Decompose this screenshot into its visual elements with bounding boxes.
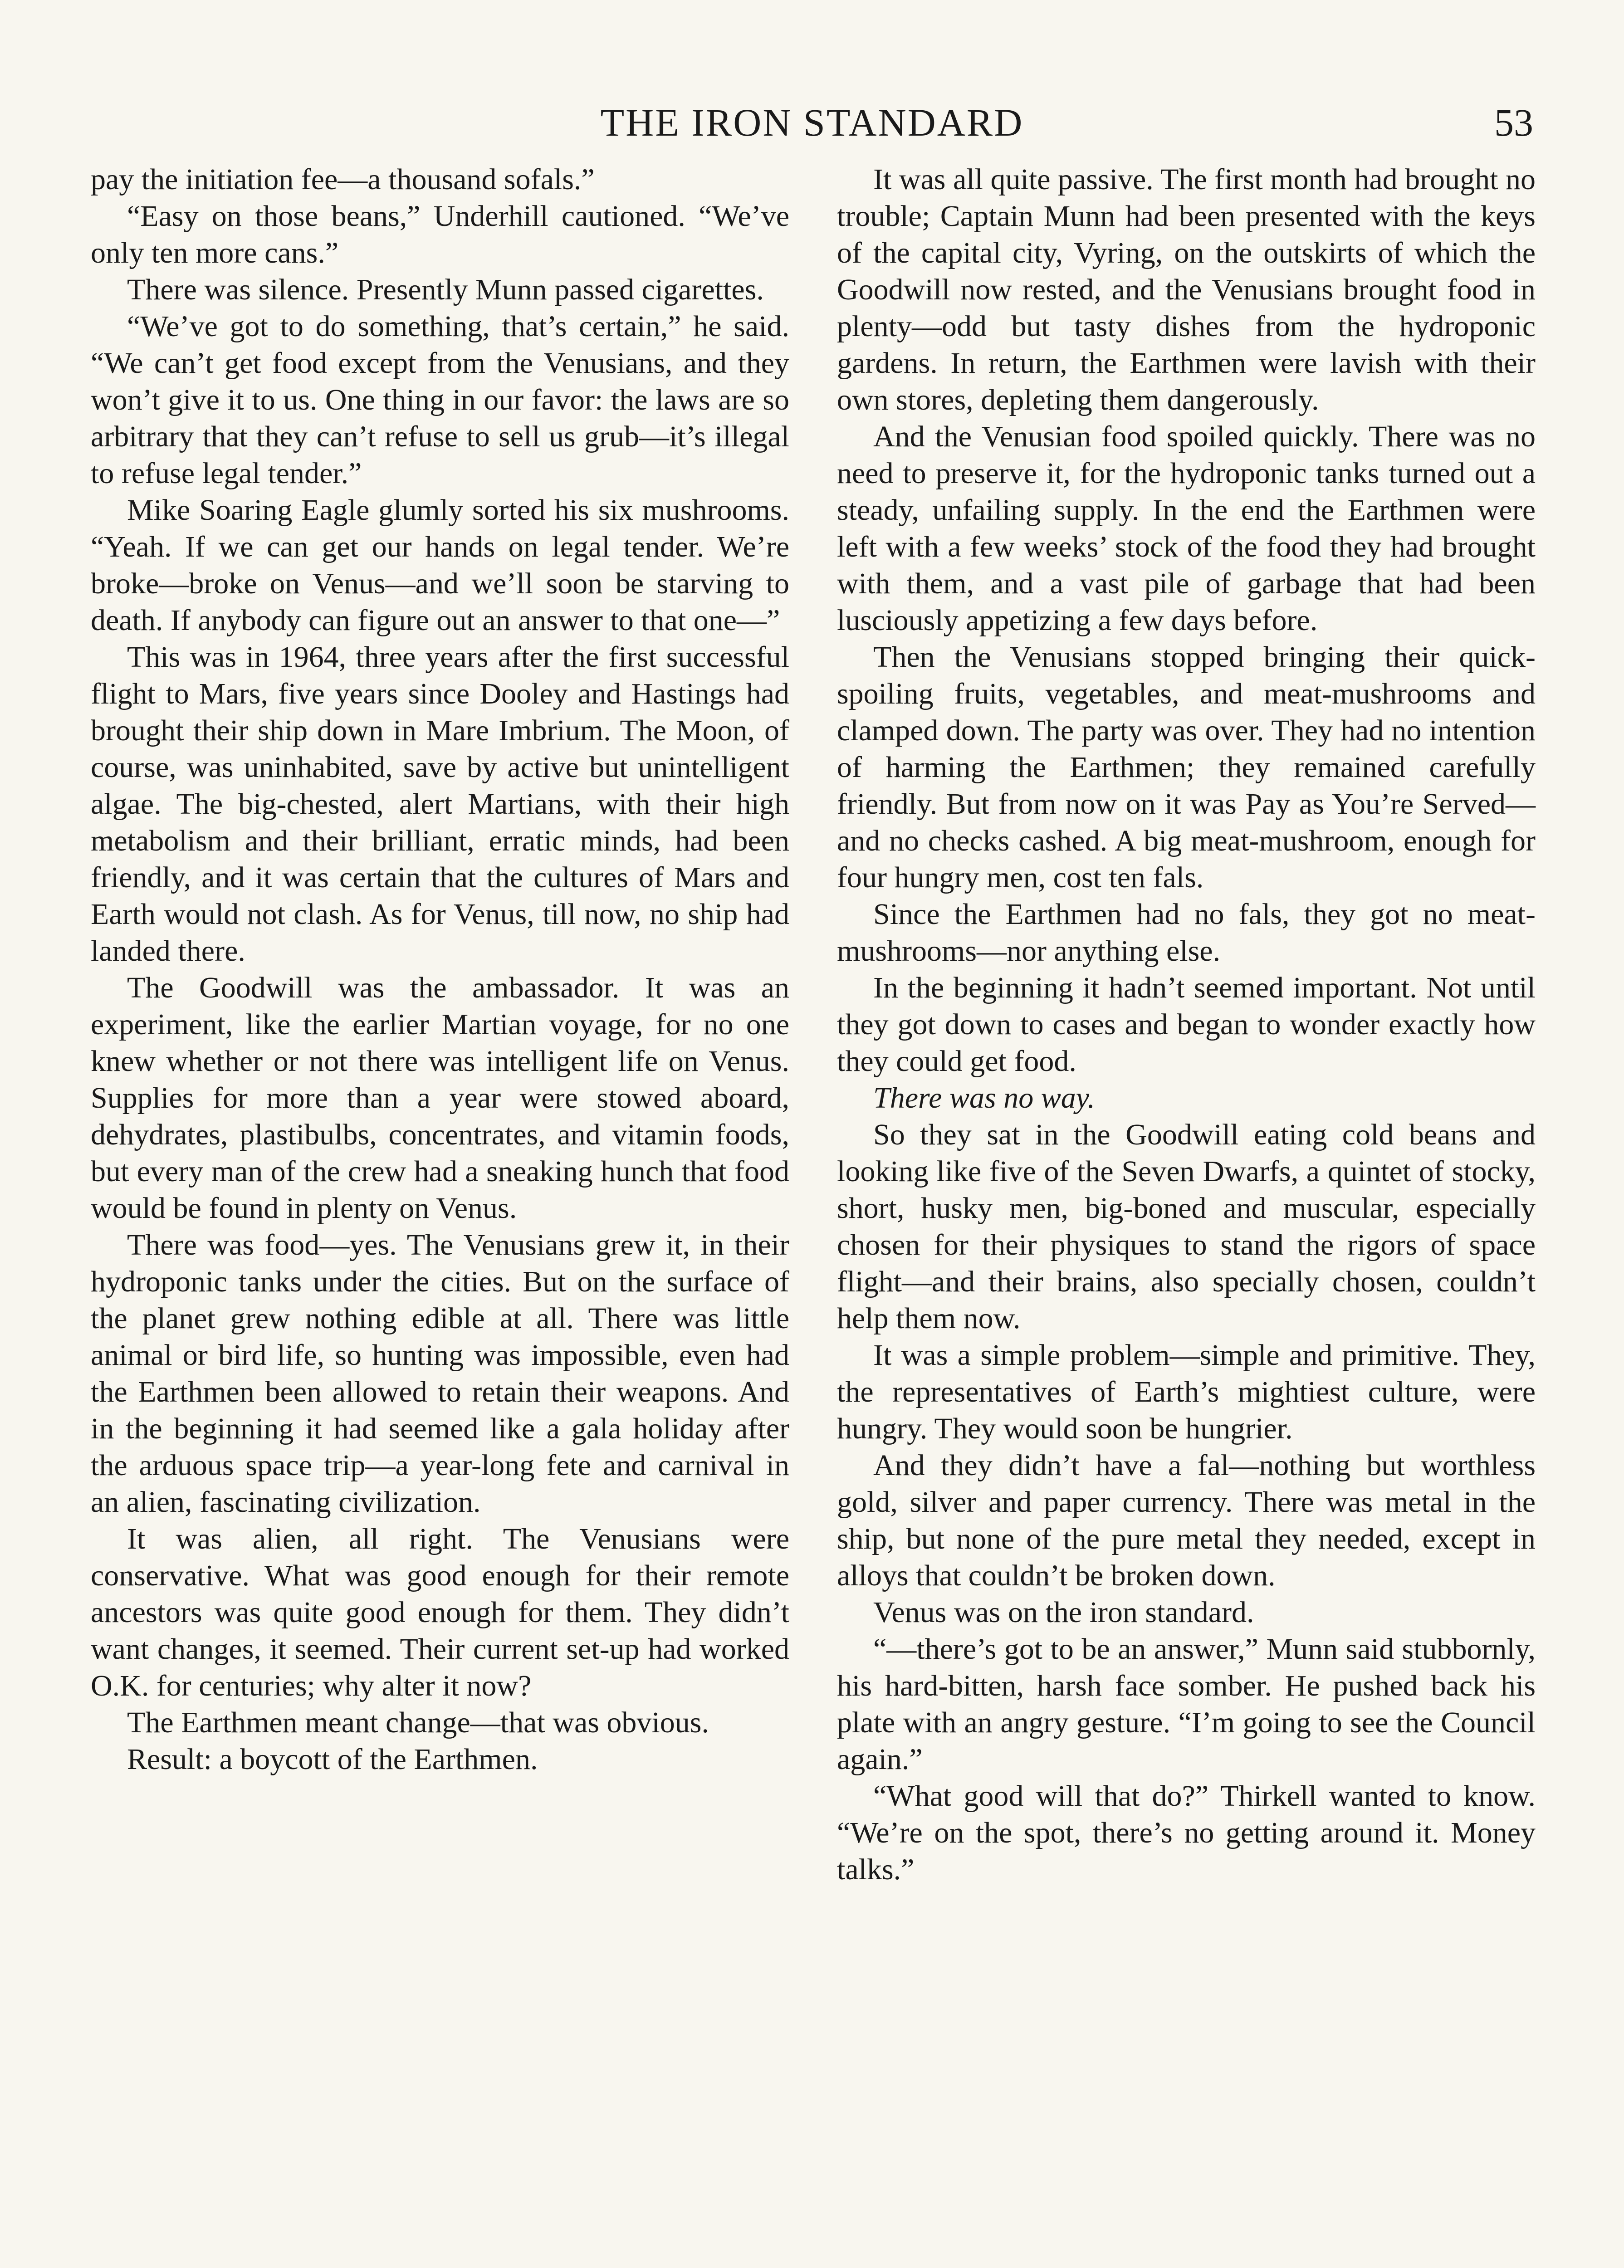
paragraph: “—there’s got to be an answer,” Munn said stubbornly, his hard-bitten, harsh face somber. He pushed back his plate with an angry gesture. “I’m going to see the Council again.”: [837, 1633, 1536, 1776]
paragraph: It was a simple problem—simple and primitive. They, the representatives of Earth’s mightiest culture, were hungry. They would soon be hungrier.: [837, 1339, 1536, 1445]
paragraph: It was all quite passive. The first month had brought no trouble; Captain Munn had been presented with the keys of the capital city, Vyring, on the outskirts of which the Goodwill now rested, and the Venusians brought food in plenty—odd but tasty dishes from the hydroponic gardens. In return, the Earthmen were lavish with their own stores, depleting them dangerously.: [837, 163, 1536, 416]
page-header: [91, 98, 1533, 147]
paragraph: The Goodwill was the ambassador. It was an experiment, like the earlier Martian voyage, for no one knew whether or not there was intelligent life on Venus. Supplies for more than a year were stowed aboard, dehydrates, plastibulbs, concentrates, and vitamin foods, but every man of the crew had a sneaking hunch that food would be found in plenty on Venus.: [91, 971, 789, 1225]
paragraph: Then the Venusians stopped bringing their quick-spoiling fruits, vegetables, and meat-mushrooms and clamped down. The party was over. They had no intention of harming the Earthmen; they remained carefully friendly. But from now on it was Pay as You’re Served—and no checks cashed. A big meat-mushroom, enough for four hungry men, cost ten fals.: [837, 640, 1536, 894]
paragraph: “Easy on those beans,” Underhill cautioned. “We’ve only ten more cans.”: [91, 200, 789, 269]
paragraph: There was silence. Presently Munn passed cigarettes.: [127, 273, 764, 306]
paragraph: And the Venusian food spoiled quickly. There was no need to preserve it, for the hydroponic tanks turned out a steady, unfailing supply. In the end the Earthmen were left with a few weeks’ stock of the food they had brought with them, and a vast pile of garbage that had been lusciously appetizing a few days before.: [837, 420, 1536, 637]
paragraph: “We’ve got to do something, that’s certain,” he said. “We can’t get food except from the Venusians, and they won’t give it to us. One thing in our favor: the laws are so arbitrary that they can’t refuse to sell us grub—it’s illegal to refuse legal tender.”: [91, 310, 789, 490]
paragraph: There was food—yes. The Venusians grew it, in their hydroponic tanks under the cities. But on the surface of the planet grew nothing edible at all. There was little animal or bird life, so hunting was impossible, even had the Earthmen been allowed to retain their weapons. And in the beginning it had seemed like a gala holiday after the arduous space trip—a year-long fete and carnival in an alien, fascinating civilization.: [91, 1228, 789, 1519]
left-column: [91, 161, 789, 2268]
paragraph: Since the Earthmen had no fals, they got no meat-mushrooms—nor anything else.: [837, 898, 1536, 968]
page-number: 53: [1494, 101, 1533, 144]
paragraph: “What good will that do?” Thirkell wanted to know. “We’re on the spot, there’s no getting around it. Money talks.”: [837, 1779, 1536, 1886]
paragraph: There was no way.: [873, 1081, 1095, 1114]
paragraph: It was alien, all right. The Venusians were conservative. What was good enough for their remote ancestors was quite good enough for them. They didn’t want changes, it seemed. Their current set-up had worked O.K. for centuries; why alter it now?: [91, 1522, 789, 1702]
paragraph: Result: a boycott of the Earthmen.: [127, 1743, 538, 1776]
paragraph: The Earthmen meant change—that was obvious.: [127, 1706, 709, 1739]
paragraph: In the beginning it hadn’t seemed important. Not until they got down to cases and began to wonder exactly how they could get food.: [837, 971, 1536, 1078]
paragraph: So they sat in the Goodwill eating cold beans and looking like five of the Seven Dwarfs, a quintet of stocky, short, husky men, big-boned and muscular, especially chosen for their physiques to stand the rigors of space flight—and their brains, also specially chosen, couldn’t help them now.: [837, 1118, 1536, 1335]
paragraph: This was in 1964, three years after the first successful flight to Mars, five years since Dooley and Hastings had brought their ship down in Mare Imbrium. The Moon, of course, was uninhabited, save by active but unintelligent algae. The big-chested, alert Martians, with their high metabolism and their brilliant, erratic minds, had been friendly, and it was certain that the cultures of Mars and Earth would not clash. As for Venus, till now, no ship had landed there.: [91, 640, 789, 968]
paragraph: pay the initiation fee—a thousand sofals.”: [91, 163, 595, 196]
paragraph: And they didn’t have a fal—nothing but worthless gold, silver and paper currency. There was metal in the ship, but none of the pure metal they needed, except in alloys that couldn’t be broken down.: [837, 1449, 1536, 1592]
right-column: [837, 161, 1536, 2268]
running-title: THE IRON STANDARD: [600, 101, 1024, 144]
paragraph: Mike Soaring Eagle glumly sorted his six mushrooms. “Yeah. If we can get our hands on legal tender. We’re broke—broke on Venus—and we’ll soon be starving to death. If anybody can figure out an answer to that one—”: [91, 494, 789, 637]
paragraph: Venus was on the iron standard.: [873, 1596, 1254, 1629]
